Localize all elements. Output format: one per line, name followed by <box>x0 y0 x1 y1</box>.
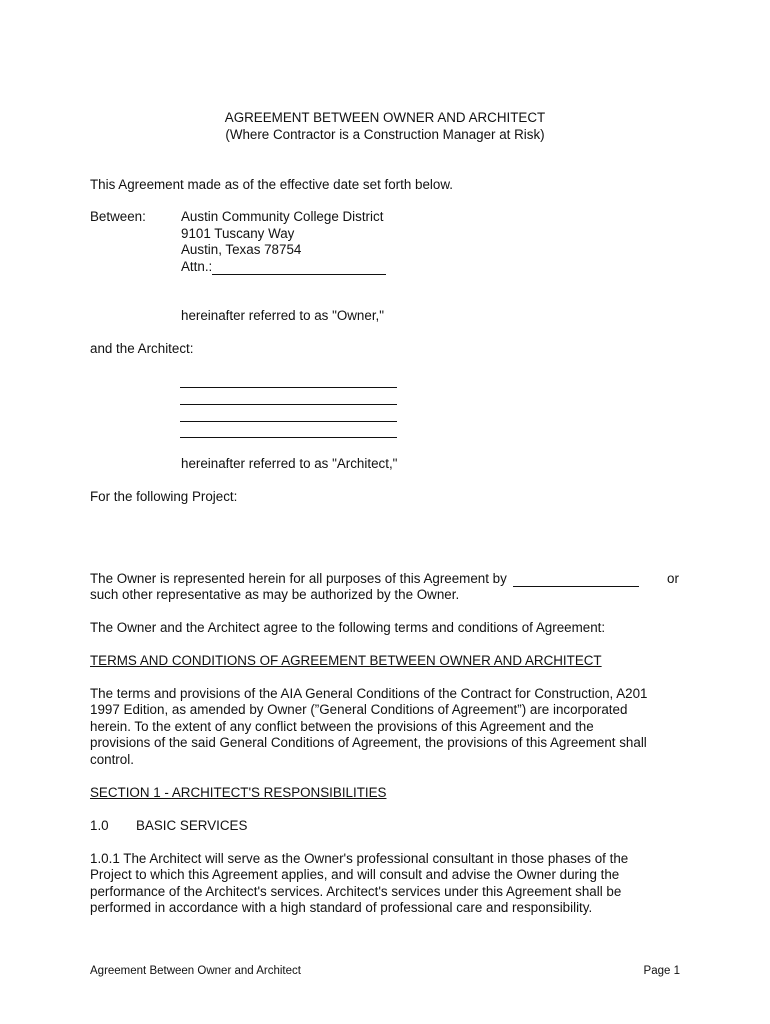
architect-reference: hereinafter referred to as "Architect," <box>181 456 398 471</box>
owner-street: 9101 Tuscany Way <box>181 226 295 241</box>
project-label: For the following Project: <box>90 489 238 504</box>
terms-line: The terms and provisions of the AIA General Conditions of the Contract for Construction, A201 <box>90 686 648 701</box>
basic-services-number: 1.0 <box>90 818 109 833</box>
terms-line: provisions of the said General Conditions of Agreement, the provisions of this Agreement shall <box>90 735 647 751</box>
terms-heading: TERMS AND CONDITIONS OF AGREEMENT BETWEEN OWNER AND ARCHITECT <box>90 653 602 668</box>
representative-line-1 <box>90 571 639 587</box>
paragraph-line: Project to which this Agreement applies, and will consult and advise the Owner during the <box>90 867 620 883</box>
architect-blank-line-4[interactable] <box>180 437 397 438</box>
terms-line: herein. To the extent of any conflict between the provisions of this Agreement and the <box>90 718 594 734</box>
terms-line: 1997 Edition, as amended by Owner (”General Conditions of Agreement”) are incorporated <box>90 702 628 718</box>
between-label: Between: <box>90 209 146 224</box>
owner-city: Austin, Texas 78754 <box>181 242 302 257</box>
basic-services-title: BASIC SERVICES <box>136 818 248 833</box>
attn-blank-line[interactable] <box>212 259 386 275</box>
architect-blank-line-2[interactable] <box>180 404 397 405</box>
section-1-heading: SECTION 1 - ARCHITECT'S RESPONSIBILITIES <box>90 785 387 800</box>
terms-line: control. <box>90 751 134 767</box>
footer-page-number: Page 1 <box>643 965 680 977</box>
terms-paragraph <box>90 686 680 768</box>
and-architect-label: and the Architect: <box>90 341 194 356</box>
representative-line-2: such other representative as may be authorized by the Owner. <box>90 587 460 602</box>
owner-name: Austin Community College District <box>181 209 384 224</box>
owner-attn <box>181 259 386 275</box>
paragraph-line: performed in accordance with a high standard of professional care and responsibility. <box>90 900 593 916</box>
architect-blank-line-3[interactable] <box>180 421 397 422</box>
paragraph-line: performance of the Architect's services. Architect's services under this Agreement shall be <box>90 883 622 899</box>
paragraph-line: 1.0.1 The Architect will serve as the Owner's professional consultant in those phases of the <box>90 851 629 866</box>
document-subtitle: (Where Contractor is a Construction Manager at Risk) <box>225 127 545 142</box>
intro-text: This Agreement made as of the effective date set forth below. <box>90 177 453 192</box>
paragraph-1-0-1 <box>90 851 680 917</box>
agree-text: The Owner and the Architect agree to the following terms and conditions of Agreement: <box>90 620 606 635</box>
owner-reference: hereinafter referred to as "Owner," <box>181 308 385 323</box>
architect-blank-line-1[interactable] <box>180 387 397 388</box>
representative-or: or <box>667 571 679 586</box>
representative-before: The Owner is represented herein for all purposes of this Agreement by <box>90 571 507 586</box>
representative-blank-line[interactable] <box>513 571 639 587</box>
document-title: AGREEMENT BETWEEN OWNER AND ARCHITECT <box>224 110 546 125</box>
footer-left: Agreement Between Owner and Architect <box>90 965 301 977</box>
attn-label: Attn.: <box>181 259 213 274</box>
